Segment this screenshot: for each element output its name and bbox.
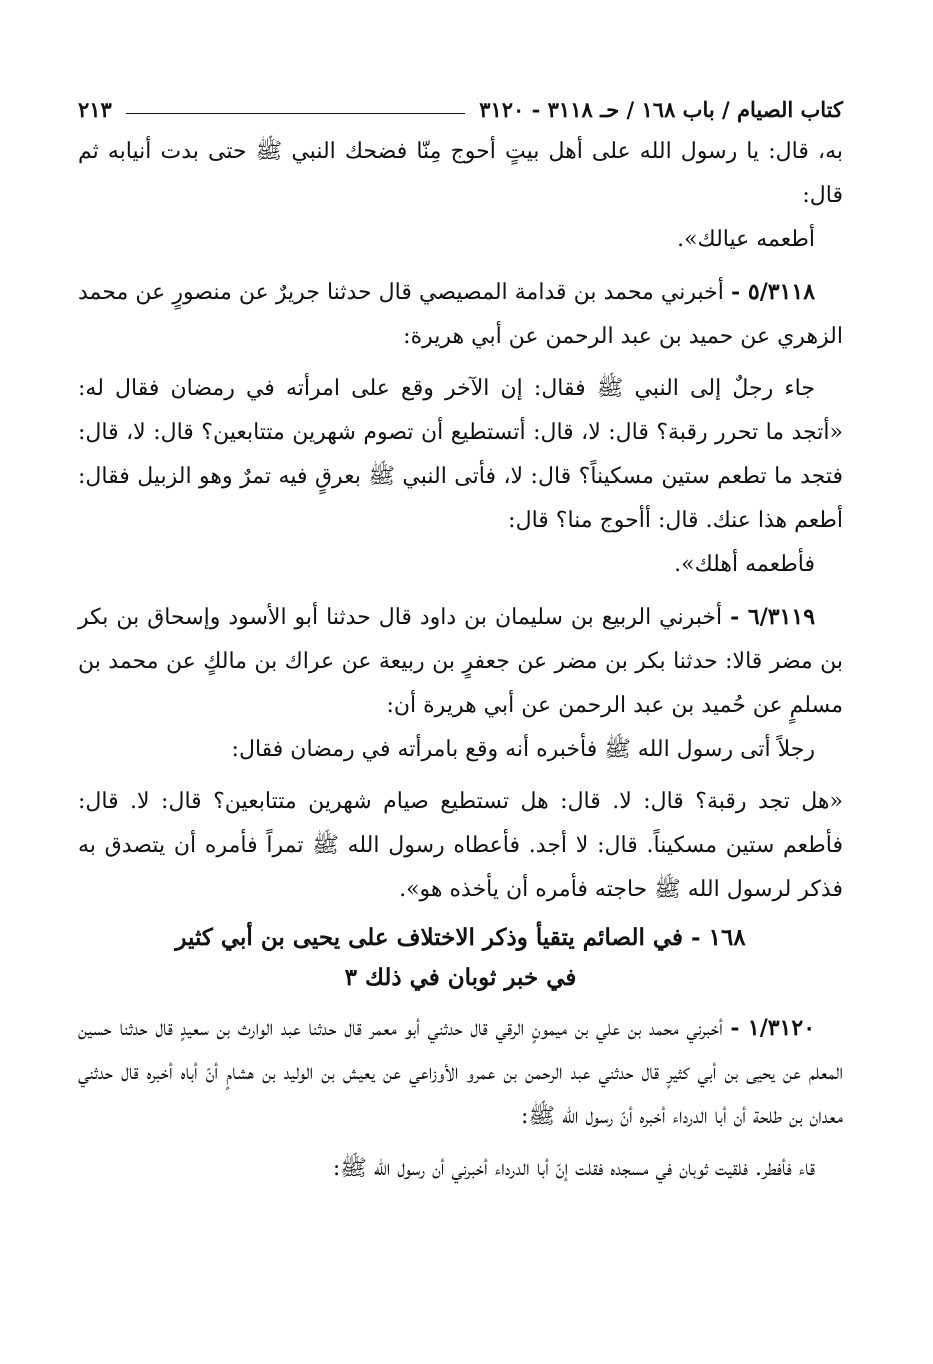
hadith-3118-matn: جاء رجلٌ إلى النبي ﷺ فقال: إن الآخر وقع على امرأته في رمضان فقال له: «أتجد ما تحرر رقبة؟ قال: لا، قال: أتستطيع أن تصوم شهرين متتابعين؟ قال: لا، قال: فتجد ما تطعم ستين مسكيناً؟ قال: لا، فأتى النبي ﷺ بعرقٍ فيه تمرٌ وهو الزبيل فقال: أطعم هذا عنك. قال: أأحوج منا؟ قال: [78, 376, 843, 533]
hadith-3120-matn: قاء فأفطر. فلقيت ثوبان في مسجده فقلت إنّ أبا الدرداء أخبرني أن رسول الله ﷺ: [332, 1156, 815, 1181]
hadith-3118-end: فأطعمه أهلك». [674, 552, 815, 577]
hadith-number: ٦/٣١١٩ - [730, 604, 816, 630]
running-title: كتاب الصيام / باب ١٦٨ / حـ ٣١١٨ - ٣١٢٠ [479, 97, 843, 122]
continuation-text: به، قال: يا رسول الله على أهل بيتٍ أحوج مِنّا فضحك النبي ﷺ حتى بدت أنيابه ثم قال: [78, 139, 843, 208]
hadith-3120-isnad [78, 1006, 843, 1139]
chapter-heading-line-2: في خبر ثوبان في ذلك ٣ [344, 964, 577, 991]
hadith-3119-isnad [78, 595, 843, 728]
page-number: ٢١٣ [78, 97, 112, 122]
isnad-text: أخبرني الربيع بن سليمان بن داود قال حدثنا أبو الأسود وإسحاق بن بكر بن مضر قالا: حدثنا بكر بن مضر عن جعفرٍ بن ربيعة عن عراك بن مالكٍ عن محمد بن مسلمٍ عن حُميد بن عبد الرحمن عن أبي هريرة أن: [78, 605, 843, 718]
header-rule [126, 113, 465, 114]
hadith-number: ١/٣١٢٠ - [730, 1015, 816, 1041]
isnad-text: أخبرني محمد بن قدامة المصيصي قال حدثنا جريرٌ عن منصورٍ عن محمد الزهري عن حميد بن عبد الرحمن عن أبي هريرة: [78, 280, 843, 349]
running-head [78, 88, 843, 122]
hadith-3118-isnad [78, 270, 843, 359]
continuation-end: أطعمه عيالك». [677, 227, 815, 252]
hadith-3119-matn: «هل تجد رقبة؟ قال: لا. قال: هل تستطيع صيام شهرين متتابعين؟ قال: لا. قال: فأطعم ستين مسكيناً. قال: لا أجد. فأعطاه رسول الله ﷺ تمراً فأمره أن يتصدق به فذكر لرسول الله ﷺ حاجته فأمره أن يأخذه هو». [78, 789, 843, 902]
hadith-3119-matn-intro: رجلاً أتى رسول الله ﷺ فأخبره أنه وقع بامرأته في رمضان فقال: [231, 737, 815, 762]
hadith-number: ٥/٣١١٨ - [730, 279, 816, 305]
chapter-heading [78, 918, 843, 998]
chapter-heading-line-1: ١٦٨ - في الصائم يتقيأ وذكر الاختلاف على يحيى بن أبي كثير [175, 924, 746, 951]
isnad-text: أخبرني محمد بن علي بن ميمونٍ الرقي قال حدثني أبو معمر قال حدثنا عبد الوارث بن سعيدٍ قال حدثنا حسين المعلم عن يحيى بن أبي كثيرٍ قال حدثني عبد الرحمن بن عمرو الأوزاعي عن يعيش بن الوليد بن هشامٍ أنّ أباه أخبره قال حدثني معدان بن طلحة أن أبا الدرداء أخبره أنّ رسول الله ﷺ: [78, 1016, 843, 1129]
